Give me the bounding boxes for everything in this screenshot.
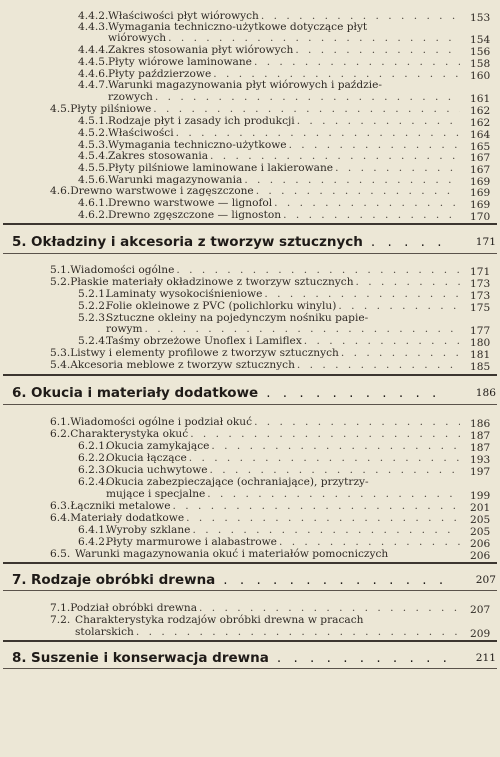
toc-entry[interactable] bbox=[50, 602, 462, 614]
chapter-number: 6. bbox=[12, 385, 27, 401]
chapter-rule-top bbox=[3, 640, 497, 642]
toc-entry[interactable] bbox=[78, 464, 462, 476]
page-number: 186 bbox=[475, 387, 496, 399]
page-number: 187 bbox=[470, 442, 491, 454]
entry-number: 4.5.4. bbox=[78, 150, 109, 162]
entry-number: 4.5. bbox=[50, 103, 71, 115]
leader-dots: . . . . . . . . . . . . . . bbox=[223, 572, 448, 588]
toc-entry[interactable] bbox=[78, 452, 462, 464]
entry-title: rowym bbox=[106, 323, 143, 335]
page-number: 207 bbox=[475, 574, 496, 586]
entry-title: Okucia zamykające bbox=[106, 440, 210, 452]
toc-entry[interactable] bbox=[78, 197, 462, 209]
page-number: 158 bbox=[470, 58, 491, 70]
entry-title: Wymagania techniczno-użytkowe dotyczące płyt bbox=[108, 21, 368, 33]
page-number: 186 bbox=[470, 418, 491, 430]
page-number: 153 bbox=[470, 12, 491, 24]
page-number: 187 bbox=[470, 430, 491, 442]
page-number: 171 bbox=[470, 266, 491, 278]
entry-title: wiórowych bbox=[108, 32, 167, 44]
toc-entry[interactable] bbox=[50, 614, 460, 626]
toc-entry[interactable] bbox=[50, 428, 462, 440]
toc-entry[interactable] bbox=[78, 56, 462, 68]
leader-dots bbox=[153, 103, 460, 115]
entry-number: 6.2.2. bbox=[78, 452, 109, 464]
chapter-number: 8. bbox=[12, 650, 27, 666]
toc-entry-continuation[interactable] bbox=[106, 488, 462, 500]
entry-title: Rodzaje płyt i zasady ich produkcji bbox=[108, 115, 295, 127]
entry-title: Łączniki metalowe bbox=[70, 500, 171, 512]
page-number: 205 bbox=[470, 526, 491, 538]
entry-title: Warunki magazynowania bbox=[108, 174, 243, 186]
page-number: 185 bbox=[470, 361, 491, 373]
chapter-heading[interactable] bbox=[0, 570, 500, 590]
entry-number: 4.4.3. bbox=[78, 21, 109, 33]
leader-dots bbox=[341, 347, 460, 359]
page-number: 162 bbox=[470, 117, 491, 129]
leader-dots bbox=[256, 185, 460, 197]
entry-title: Folie okleinowe z PVC (polichlorku winylu) bbox=[106, 300, 337, 312]
entry-number: 5.3. bbox=[50, 347, 71, 359]
leader-dots bbox=[297, 115, 460, 127]
page-number: 209 bbox=[470, 628, 491, 640]
entry-title: Akcesoria meblowe z tworzyw sztucznych bbox=[70, 359, 295, 371]
page-number: 180 bbox=[470, 337, 491, 349]
entry-number: 7.1. bbox=[50, 602, 71, 614]
leader-dots bbox=[189, 452, 460, 464]
entry-title: stolarskich bbox=[75, 626, 134, 638]
entry-number: 6.2.4. bbox=[78, 476, 109, 488]
leader-dots bbox=[254, 416, 460, 428]
leader-dots bbox=[338, 300, 460, 312]
leader-dots bbox=[211, 440, 460, 452]
chapter-rule-bottom bbox=[3, 253, 497, 254]
leader-dots bbox=[145, 323, 460, 335]
page-number: 207 bbox=[470, 604, 491, 616]
toc-entry-continuation[interactable] bbox=[108, 32, 462, 44]
entry-title: Wiadomości ogólne bbox=[70, 264, 175, 276]
toc-entry[interactable] bbox=[78, 536, 462, 548]
entry-title: Płaskie materiały okładzinowe z tworzyw sztucznych bbox=[70, 276, 354, 288]
toc-entry[interactable] bbox=[50, 276, 462, 288]
leader-dots: . . . . . . . . . . . bbox=[266, 385, 441, 401]
leader-dots bbox=[210, 464, 460, 476]
chapter-number: 7. bbox=[12, 572, 27, 588]
toc-entry[interactable] bbox=[78, 79, 460, 91]
entry-title: Wiadomości ogólne i podział okuć bbox=[70, 416, 253, 428]
chapter-rule-top bbox=[3, 223, 497, 225]
page-number: 193 bbox=[470, 454, 491, 466]
chapter-heading[interactable] bbox=[0, 648, 500, 668]
entry-title: Podział obróbki drewna bbox=[70, 602, 198, 614]
leader-dots bbox=[192, 524, 460, 536]
toc-entry[interactable] bbox=[78, 162, 462, 174]
leader-dots bbox=[168, 32, 460, 44]
toc-entry[interactable] bbox=[78, 150, 462, 162]
page-number: 169 bbox=[470, 187, 491, 199]
entry-title: Drewno warstwowe i zagęszczone bbox=[70, 185, 254, 197]
entry-title: Płyty wiórowe laminowane bbox=[108, 56, 252, 68]
chapter-title: Suszenie i konserwacja drewna bbox=[31, 650, 269, 666]
entry-title: Drewno zgęszczone — lignoston bbox=[108, 209, 282, 221]
page-number: 171 bbox=[475, 236, 496, 248]
leader-dots bbox=[136, 626, 460, 638]
page-number: 165 bbox=[470, 141, 491, 153]
chapter-number: 5. bbox=[12, 234, 27, 250]
page-number: 169 bbox=[470, 199, 491, 211]
entry-title: mujące i specjalne bbox=[106, 488, 206, 500]
page-number: 164 bbox=[470, 129, 491, 141]
entry-title: Warunki magazynowania okuć i materiałów pomocniczych bbox=[75, 548, 389, 560]
page-number: 205 bbox=[470, 514, 491, 526]
leader-dots bbox=[176, 264, 460, 276]
entry-number: 7.2. bbox=[50, 614, 71, 626]
entry-title: Wymagania techniczno-użytkowe bbox=[108, 139, 287, 151]
entry-number: 4.5.6. bbox=[78, 174, 109, 186]
toc-entry[interactable] bbox=[78, 335, 462, 347]
toc-entry[interactable] bbox=[50, 548, 462, 560]
leader-dots bbox=[190, 428, 460, 440]
entry-title: Zakres stosowania bbox=[108, 150, 209, 162]
entry-title: Płyty pilśniowe bbox=[70, 103, 152, 115]
chapter-rule-bottom bbox=[3, 404, 497, 405]
entry-number: 6.2. bbox=[50, 428, 71, 440]
page-number: 173 bbox=[470, 290, 491, 302]
chapter-rule-bottom bbox=[3, 668, 497, 669]
entry-title: Płyty pilśniowe laminowane i lakierowane bbox=[108, 162, 334, 174]
entry-title: Właściwości bbox=[108, 127, 174, 139]
entry-number: 6.4.2. bbox=[78, 536, 109, 548]
entry-number: 6.4. bbox=[50, 512, 71, 524]
chapter-rule-top bbox=[3, 374, 497, 376]
toc-entry[interactable] bbox=[78, 115, 462, 127]
entry-number: 5.2.1. bbox=[78, 288, 109, 300]
entry-title: Drewno warstwowe — lignofol bbox=[108, 197, 273, 209]
toc-entry[interactable] bbox=[50, 103, 462, 115]
entry-number: 4.5.3. bbox=[78, 139, 109, 151]
page-number: 181 bbox=[470, 349, 491, 361]
entry-title: Laminaty wysokociśnieniowe bbox=[106, 288, 263, 300]
entry-number: 4.5.1. bbox=[78, 115, 109, 127]
chapter-heading[interactable] bbox=[0, 232, 500, 252]
leader-dots bbox=[254, 56, 460, 68]
entry-number: 6.1. bbox=[50, 416, 71, 428]
entry-title: Warunki magazynowania płyt wiórowych i paździe- bbox=[108, 79, 382, 91]
leader-dots bbox=[304, 335, 460, 347]
entry-title: Płyty marmurowe i alabastrowe bbox=[106, 536, 277, 548]
entry-number: 5.4. bbox=[50, 359, 71, 371]
toc-entry[interactable] bbox=[78, 127, 462, 139]
leader-dots: . . . . . bbox=[370, 234, 446, 250]
leader-dots bbox=[283, 209, 460, 221]
page-number: 167 bbox=[470, 164, 491, 176]
entry-number: 6.2.3. bbox=[78, 464, 109, 476]
entry-number: 4.4.4. bbox=[78, 44, 109, 56]
entry-title: Okucia uchwytowe bbox=[106, 464, 208, 476]
page-number: 211 bbox=[475, 652, 496, 664]
entry-number: 4.4.5. bbox=[78, 56, 109, 68]
entry-number: 5.2. bbox=[50, 276, 71, 288]
leader-dots bbox=[264, 288, 460, 300]
page-number: 170 bbox=[470, 211, 491, 223]
page-number: 175 bbox=[470, 302, 491, 314]
chapter-rule-bottom bbox=[3, 590, 497, 591]
leader-dots bbox=[356, 276, 460, 288]
entry-number: 4.6.2. bbox=[78, 209, 109, 221]
entry-title: Materiały dodatkowe bbox=[70, 512, 185, 524]
page-number: 206 bbox=[470, 538, 491, 550]
entry-title: Sztuczne okleiny na pojedynczym nośniku papie- bbox=[106, 312, 369, 324]
toc-entry[interactable] bbox=[50, 347, 462, 359]
leader-dots bbox=[155, 91, 460, 103]
chapter-title: Okładziny i akcesoria z tworzyw sztucznych bbox=[31, 234, 363, 250]
toc-entry[interactable] bbox=[50, 416, 462, 428]
leader-dots bbox=[186, 512, 460, 524]
entry-title: Zakres stosowania płyt wiórowych bbox=[108, 44, 294, 56]
chapter-title: Rodzaje obróbki drewna bbox=[31, 572, 216, 588]
toc-entry[interactable] bbox=[50, 185, 462, 197]
entry-title: rzowych bbox=[108, 91, 153, 103]
page-number: 167 bbox=[470, 152, 491, 164]
entry-number: 6.3. bbox=[50, 500, 71, 512]
leader-dots bbox=[199, 602, 460, 614]
entry-number: 4.6.1. bbox=[78, 197, 109, 209]
entry-title: Listwy i elementy profilowe z tworzyw sztucznych bbox=[70, 347, 339, 359]
page-number: 197 bbox=[470, 466, 491, 478]
entry-title: Okucia zabezpieczające (ochraniające), przytrzy- bbox=[106, 476, 369, 488]
chapter-title: Okucia i materiały dodatkowe bbox=[31, 385, 259, 401]
toc-entry[interactable] bbox=[50, 512, 462, 524]
entry-title: Charakterystyka okuć bbox=[70, 428, 189, 440]
toc-entry-continuation[interactable] bbox=[75, 626, 462, 638]
entry-number: 6.5. bbox=[50, 548, 71, 560]
toc-entry[interactable] bbox=[78, 300, 462, 312]
page-number: 173 bbox=[470, 278, 491, 290]
entry-title: Wyroby szklane bbox=[106, 524, 191, 536]
toc-entry[interactable] bbox=[50, 359, 462, 371]
entry-title: Okucia łączące bbox=[106, 452, 187, 464]
entry-number: 4.4.6. bbox=[78, 68, 109, 80]
entry-number: 4.5.5. bbox=[78, 162, 109, 174]
leader-dots bbox=[295, 44, 460, 56]
entry-number: 6.4.1. bbox=[78, 524, 109, 536]
page-number: 154 bbox=[470, 34, 491, 46]
leader-dots bbox=[173, 500, 460, 512]
entry-number: 6.2.1. bbox=[78, 440, 109, 452]
entry-number: 5.2.3. bbox=[78, 312, 109, 324]
page-number: 160 bbox=[470, 70, 491, 82]
page-number: 201 bbox=[470, 502, 491, 514]
chapter-heading[interactable] bbox=[0, 383, 500, 403]
toc-entry-continuation[interactable] bbox=[108, 91, 462, 103]
entry-number: 4.4.2. bbox=[78, 10, 109, 22]
leader-dots bbox=[210, 150, 460, 162]
page-number: 169 bbox=[470, 176, 491, 188]
page-number: 162 bbox=[470, 105, 491, 117]
entry-number: 4.5.2. bbox=[78, 127, 109, 139]
toc-entry[interactable] bbox=[50, 500, 462, 512]
page-number: 206 bbox=[470, 550, 491, 562]
toc-entry[interactable] bbox=[78, 44, 462, 56]
toc-entry-continuation[interactable] bbox=[106, 323, 462, 335]
toc-entry[interactable] bbox=[78, 209, 462, 221]
page-number: 199 bbox=[470, 490, 491, 502]
entry-number: 4.6. bbox=[50, 185, 71, 197]
leader-dots bbox=[274, 197, 460, 209]
entry-number: 5.2.2. bbox=[78, 300, 109, 312]
entry-number: 4.4.7. bbox=[78, 79, 109, 91]
leader-dots: . . . . . . . . . . . bbox=[276, 650, 451, 666]
leader-dots bbox=[297, 359, 460, 371]
toc-entry[interactable] bbox=[78, 288, 462, 300]
toc-entry[interactable] bbox=[78, 440, 462, 452]
leader-dots bbox=[207, 488, 460, 500]
page-number: 161 bbox=[470, 93, 491, 105]
leader-dots bbox=[279, 536, 460, 548]
toc-entry[interactable] bbox=[78, 524, 462, 536]
toc-entry[interactable] bbox=[50, 264, 462, 276]
leader-dots bbox=[335, 162, 460, 174]
page-number: 177 bbox=[470, 325, 491, 337]
toc-entry[interactable] bbox=[78, 476, 460, 488]
entry-title: Płyty paździerzowe bbox=[108, 68, 212, 80]
page-number: 156 bbox=[470, 46, 491, 58]
entry-title: Właściwości płyt wiórowych bbox=[108, 10, 259, 22]
entry-number: 5.2.4. bbox=[78, 335, 109, 347]
entry-title: Charakterystyka rodzajów obróbki drewna w pracach bbox=[75, 614, 364, 626]
entry-title: Taśmy obrzeżowe Unoflex i Lamiflex bbox=[106, 335, 302, 347]
leader-dots bbox=[176, 127, 460, 139]
entry-number: 5.1. bbox=[50, 264, 71, 276]
chapter-rule-top bbox=[3, 562, 497, 564]
